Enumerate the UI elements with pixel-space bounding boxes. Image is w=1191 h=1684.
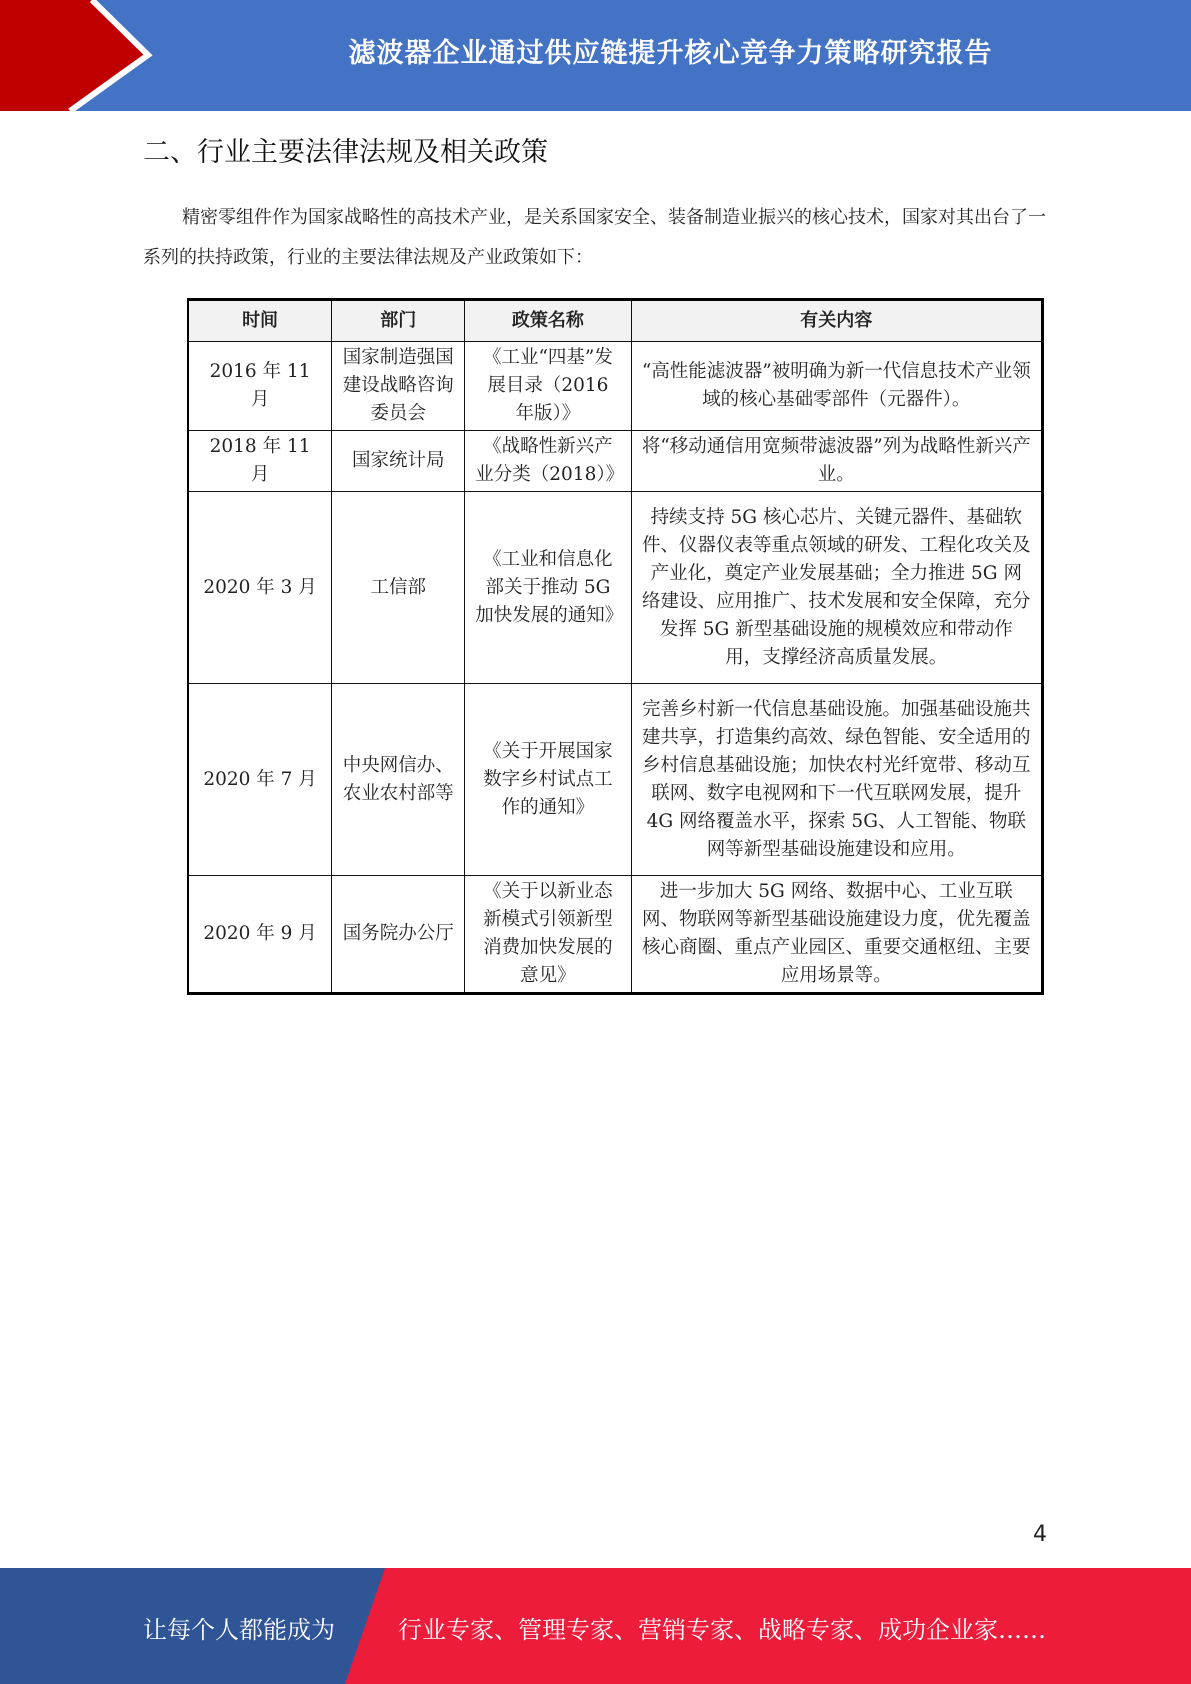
- footer-slogan-right: 行业专家、管理专家、营销专家、战略专家、成功企业家……: [398, 1616, 1046, 1644]
- cell-policy-name: 《关于开展国家数字乡村试点工作的通知》: [465, 684, 631, 876]
- header-time: 时间: [188, 300, 332, 342]
- header-content: 有关内容: [631, 300, 1042, 342]
- cell-dept: 国家统计局: [332, 431, 465, 492]
- cell-dept: 工信部: [332, 492, 465, 684]
- cell-time: 2018 年 11 月: [188, 431, 332, 492]
- intro-paragraph: 精密零组件作为国家战略性的高技术产业，是关系国家安全、装备制造业振兴的核心技术，国家对其出台了一系列的扶持政策，行业的主要法律法规及产业政策如下：: [143, 207, 1046, 268]
- report-title: 滤波器企业通过供应链提升核心竞争力策略研究报告: [348, 37, 993, 69]
- cell-dept: 国家制造强国建设战略咨询委员会: [332, 342, 465, 431]
- cell-content: “高性能滤波器”被明确为新一代信息技术产业领域的核心基础零部件（元器件）。: [631, 342, 1042, 431]
- cell-dept: 中央网信办、农业农村部等: [332, 684, 465, 876]
- table-row: [188, 876, 1043, 994]
- cell-content: 进一步加大 5G 网络、数据中心、工业互联网、物联网等新型基础设施建设力度，优先覆盖核心商圈、重点产业园区、重要交通枢纽、主要应用场景等。: [631, 876, 1042, 994]
- cell-content: 将“移动通信用宽频带滤波器”列为战略性新兴产业。: [631, 431, 1042, 492]
- table-row: [188, 492, 1043, 684]
- header-band: [0, 0, 1191, 111]
- page-number: 4: [1033, 1522, 1047, 1547]
- table-row: [188, 431, 1043, 492]
- section-title: 二、行业主要法律法规及相关政策: [143, 137, 548, 168]
- footer-slogan-left: 让每个人都能成为: [143, 1616, 335, 1644]
- table-row: [188, 342, 1043, 431]
- cell-time: 2020 年 9 月: [188, 876, 332, 994]
- cell-policy-name: 《战略性新兴产业分类（2018）》: [465, 431, 631, 492]
- header-red-chevron: [0, 0, 160, 111]
- cell-time: 2020 年 3 月: [188, 492, 332, 684]
- cell-policy-name: 《工业“四基”发展目录（2016 年版）》: [465, 342, 631, 431]
- cell-time: 2016 年 11 月: [188, 342, 332, 431]
- policy-table: [187, 298, 1044, 995]
- cell-dept: 国务院办公厅: [332, 876, 465, 994]
- cell-time: 2020 年 7 月: [188, 684, 332, 876]
- cell-content: 持续支持 5G 核心芯片、关键元器件、基础软件、仪器仪表等重点领域的研发、工程化攻关及产业化，奠定产业发展基础；全力推进 5G 网络建设、应用推广、技术发展和安全保障，充分发挥 5G 新型基础设施的规模效应和带动作用，支撑经济高质量发展。: [631, 492, 1042, 684]
- cell-policy-name: 《工业和信息化部关于推动 5G 加快发展的通知》: [465, 492, 631, 684]
- header-policy-name: 政策名称: [465, 300, 631, 342]
- table-row: [188, 684, 1043, 876]
- cell-content: 完善乡村新一代信息基础设施。加强基础设施共建共享，打造集约高效、绿色智能、安全适用的乡村信息基础设施；加快农村光纤宽带、移动互联网、数字电视网和下一代互联网发展，提升 4G 网络覆盖水平，探索 5G、人工智能、物联网等新型基础设施建设和应用。: [631, 684, 1042, 876]
- header-dept: 部门: [332, 300, 465, 342]
- table-header-row: [188, 300, 1043, 342]
- cell-policy-name: 《关于以新业态新模式引领新型消费加快发展的意见》: [465, 876, 631, 994]
